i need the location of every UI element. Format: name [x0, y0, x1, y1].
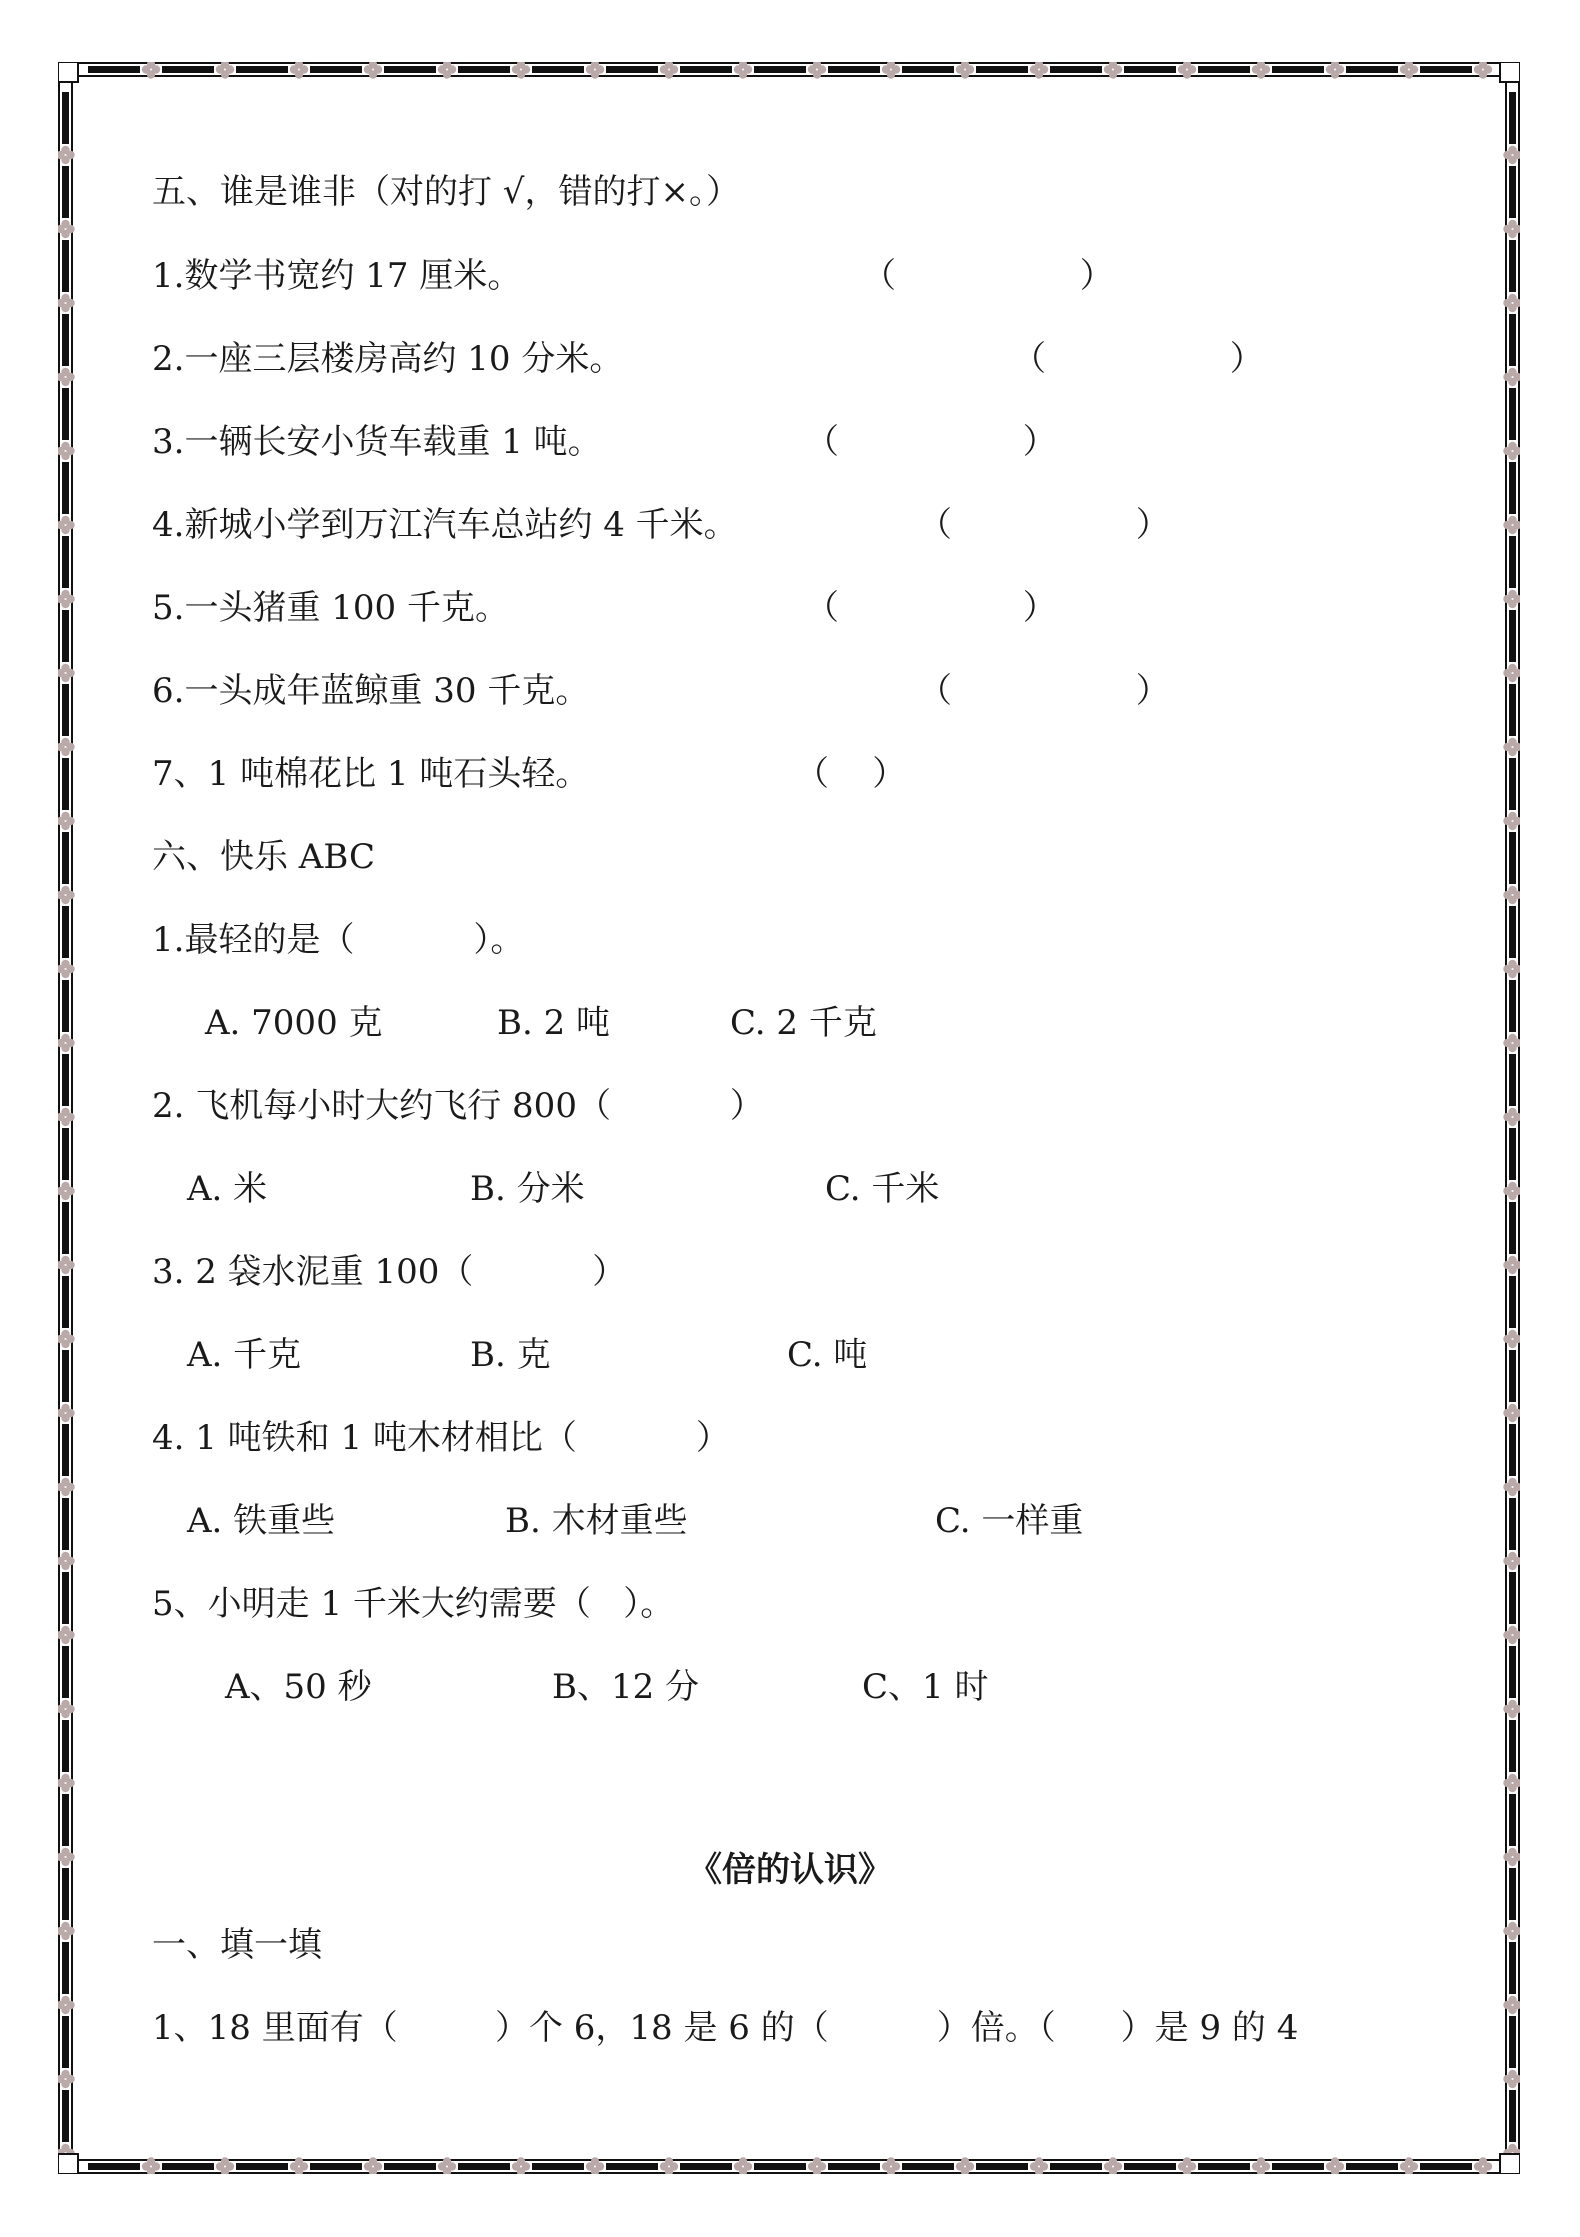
s6-q2-option-a[interactable]: A. 米: [187, 1169, 268, 1209]
s6-q5-option-c[interactable]: C、1 时: [862, 1667, 989, 1707]
s6-q4-option-a[interactable]: A. 铁重些: [187, 1501, 336, 1541]
s5-item-2: 2.一座三层楼房高约 10 分米。: [152, 339, 624, 379]
s5-item-6: 6.一头成年蓝鲸重 30 千克。: [152, 671, 590, 711]
s5-item-4: 4.新城小学到万江汽车总站约 4 千米。: [152, 505, 738, 545]
s6-q1-option-b[interactable]: B. 2 吨: [497, 1003, 611, 1043]
bei-section-1-heading: 一、填一填: [152, 1925, 322, 1965]
s5-item-1-answer[interactable]: （ ）: [862, 256, 1114, 296]
s6-q5-option-a[interactable]: A、50 秒: [225, 1667, 372, 1707]
bei-fill-line-1: 1、18 里面有（ ）个 6，18 是 6 的（ ）倍。（ ）是 9 的 4: [152, 2008, 1299, 2048]
s6-question-5: 5、小明走 1 千米大约需要（ ）。: [152, 1584, 675, 1624]
s6-q3-option-b[interactable]: B. 克: [470, 1335, 551, 1375]
s6-question-3: 3. 2 袋水泥重 100（ ）: [152, 1252, 627, 1292]
s5-item-3: 3.一辆长安小货车载重 1 吨。: [152, 422, 602, 462]
s6-q1-option-a[interactable]: A. 7000 克: [205, 1003, 383, 1043]
s5-item-5-answer[interactable]: （ ）: [805, 588, 1057, 628]
s6-q4-option-b[interactable]: B. 木材重些: [505, 1501, 688, 1541]
s5-item-4-answer[interactable]: （ ）: [918, 505, 1170, 545]
s5-item-7: 7、1 吨棉花比 1 吨石头轻。: [152, 754, 590, 794]
s5-item-5: 5.一头猪重 100 千克。: [152, 588, 509, 628]
s6-q2-option-c[interactable]: C. 千米: [825, 1169, 940, 1209]
s5-item-6-answer[interactable]: （ ）: [918, 671, 1170, 711]
s5-item-2-answer[interactable]: （ ）: [1012, 339, 1264, 379]
s6-q3-option-a[interactable]: A. 千克: [187, 1335, 302, 1375]
s6-q1-option-c[interactable]: C. 2 千克: [730, 1003, 877, 1043]
s5-item-3-answer[interactable]: （ ）: [805, 422, 1057, 462]
s6-q4-option-c[interactable]: C. 一样重: [935, 1501, 1084, 1541]
section-5-heading: 五、谁是谁非（对的打 √，错的打×。）: [152, 172, 740, 212]
s6-question-1: 1.最轻的是（ ）。: [152, 920, 525, 960]
section-6-heading: 六、快乐 ABC: [152, 837, 375, 877]
s5-item-7-answer[interactable]: （ ）: [795, 754, 907, 794]
s6-q5-option-b[interactable]: B、12 分: [552, 1667, 700, 1707]
section-title-bei: 《倍的认识》: [688, 1850, 892, 1890]
s5-item-1: 1.数学书宽约 17 厘米。: [152, 256, 522, 296]
s6-q2-option-b[interactable]: B. 分米: [470, 1169, 585, 1209]
s6-question-4: 4. 1 吨铁和 1 吨木材相比（ ）: [152, 1418, 730, 1458]
s6-q3-option-c[interactable]: C. 吨: [787, 1335, 868, 1375]
s6-question-2: 2. 飞机每小时大约飞行 800（ ）: [152, 1086, 764, 1126]
